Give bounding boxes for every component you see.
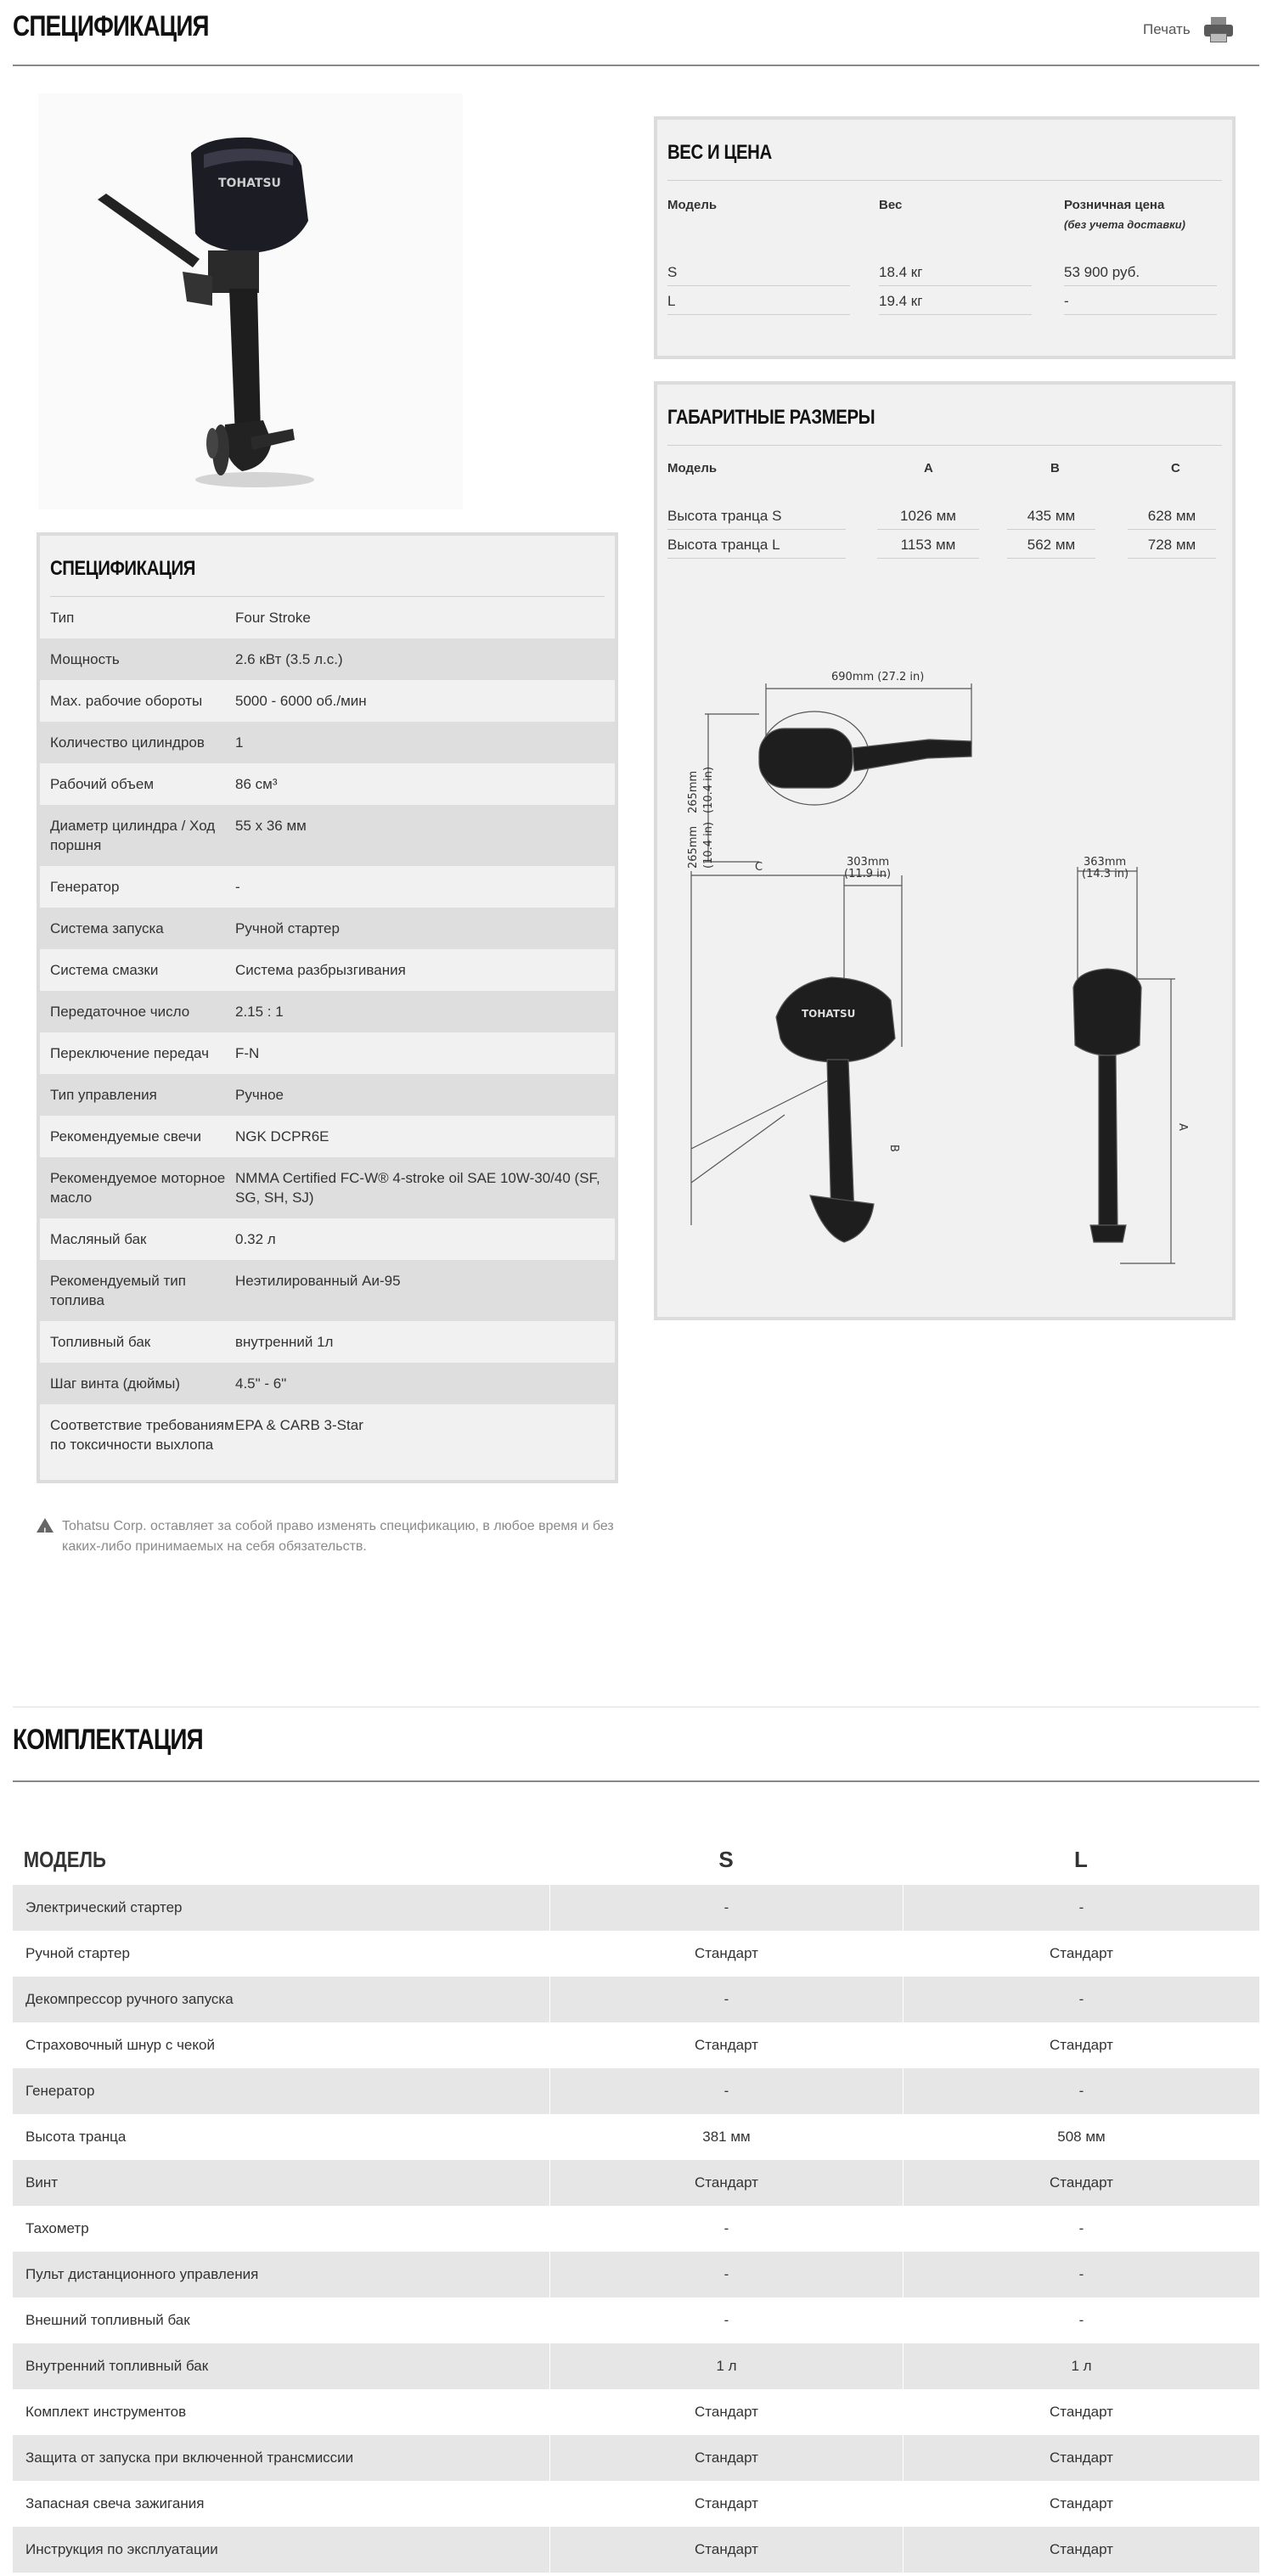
spec-row: [40, 1157, 615, 1218]
eq-value-s: Стандарт: [549, 2160, 903, 2206]
spec-value: 0.32 л: [235, 1231, 276, 1247]
spec-key: Тип: [50, 610, 75, 626]
eq-feature: Высота транца: [25, 2129, 127, 2145]
spec-row: [40, 1363, 615, 1404]
drawing-side-depth: 303mm: [847, 856, 890, 869]
drawing-label-b: B: [887, 1145, 900, 1152]
drawing-height-1: 265mm: [687, 770, 700, 813]
eq-feature: Тахометр: [25, 2220, 89, 2236]
spec-row: [40, 1404, 615, 1465]
spec-key: Генератор: [50, 879, 120, 895]
spec-value: EPA & CARB 3-Star: [235, 1417, 363, 1433]
drawing-height-2: 265mm: [687, 825, 700, 869]
wp-price: 53 900 руб.: [1064, 264, 1217, 286]
spec-key: Мах. рабочие обороты: [50, 693, 203, 709]
spec-row: [40, 1074, 615, 1116]
eq-value-s: Стандарт: [549, 2022, 903, 2068]
spec-value: F-N: [235, 1045, 260, 1061]
print-label: Печать: [1143, 21, 1191, 37]
svg-text:TOHATSU: TOHATSU: [218, 177, 281, 190]
equipment-row: [13, 2022, 1259, 2068]
spec-value: NGK DCPR6E: [235, 1128, 329, 1145]
dim-b: 562 мм: [1007, 537, 1095, 559]
eq-feature: Страховочный шнур с чекой: [25, 2037, 215, 2053]
equipment-row: [13, 2114, 1259, 2160]
spec-row: [40, 1032, 615, 1074]
drawing-height-2-in: (10.4 in): [702, 821, 715, 869]
eq-value-l: Стандарт: [903, 2389, 1259, 2435]
equipment-table: [13, 1834, 1259, 2573]
spec-value: 1: [235, 734, 244, 751]
dim-c: 628 мм: [1128, 508, 1216, 530]
drawing-side-depth-in: (11.9 in): [844, 868, 892, 880]
spec-value: -: [235, 879, 240, 895]
product-image: [38, 93, 463, 509]
equipment-row: [13, 2068, 1259, 2114]
spec-row: [40, 1116, 615, 1157]
spec-key: Рабочий объем: [50, 776, 155, 792]
spec-key: Тип управления: [50, 1087, 157, 1103]
wp-col-weight: Вес: [879, 198, 903, 212]
spec-key: Рекомендуемые свечи: [50, 1128, 202, 1145]
eq-value-s: -: [549, 2068, 903, 2114]
eq-feature: Запасная свеча зажигания: [25, 2495, 205, 2511]
eq-value-l: Стандарт: [903, 2527, 1259, 2573]
wp-col-price-note: (без учета доставки): [1064, 218, 1185, 231]
printer-icon[interactable]: [1204, 17, 1233, 42]
spec-row: [40, 763, 615, 805]
eq-value-s: -: [549, 1885, 903, 1931]
spec-row: [40, 722, 615, 763]
dim-model: Высота транца L: [667, 537, 846, 559]
eq-feature: Электрический стартер: [25, 1899, 183, 1915]
spec-key: Система запуска: [50, 920, 164, 936]
spec-value: 4.5" - 6": [235, 1375, 287, 1392]
eq-value-s: 381 мм: [549, 2114, 903, 2160]
wp-price: -: [1064, 293, 1217, 315]
eq-value-s: Стандарт: [549, 2435, 903, 2481]
spec-row: [40, 991, 615, 1032]
equipment-row: [13, 2343, 1259, 2389]
eq-feature: Защита от запуска при включенной трансмиссии: [25, 2449, 354, 2466]
spec-key: Система смазки: [50, 962, 159, 978]
equipment-header: [13, 1834, 1259, 1885]
eq-feature: Винт: [25, 2174, 59, 2191]
eq-col-model: МОДЕЛЬ: [23, 1846, 106, 1872]
eq-value-l: Стандарт: [903, 2481, 1259, 2527]
equipment-row: [13, 2435, 1259, 2481]
spec-value: 2.6 кВт (3.5 л.с.): [235, 651, 343, 667]
spec-value: Система разбрызгивания: [235, 962, 406, 978]
eq-feature: Комплект инструментов: [25, 2404, 187, 2420]
disclaimer-note: [37, 1516, 614, 1557]
spec-key: Топливный бак: [50, 1334, 151, 1350]
eq-value-l: -: [903, 2298, 1259, 2343]
spec-value: 5000 - 6000 об./мин: [235, 693, 367, 709]
eq-value-s: -: [549, 2252, 903, 2298]
spec-key: Шаг винта (дюймы): [50, 1375, 181, 1392]
eq-value-s: Стандарт: [549, 2527, 903, 2573]
spec-value: 86 см³: [235, 776, 278, 792]
equipment-row: [13, 1885, 1259, 1931]
spec-value: 2.15 : 1: [235, 1004, 284, 1020]
spec-value: Ручное: [235, 1087, 284, 1103]
spec-row: [40, 908, 615, 949]
spec-key: Переключение передач: [50, 1045, 209, 1061]
spec-key: Масляный бак: [50, 1231, 147, 1247]
page-title: СПЕЦИФИКАЦИЯ: [13, 10, 209, 42]
eq-feature: Внутренний топливный бак: [25, 2358, 209, 2374]
eq-value-l: -: [903, 1885, 1259, 1931]
print-button[interactable]: [1143, 17, 1233, 42]
spec-row: [40, 597, 615, 638]
dim-col-model: Модель: [667, 461, 718, 475]
weight-price-title: ВЕС И ЦЕНА: [667, 141, 772, 164]
eq-value-l: -: [903, 2206, 1259, 2252]
eq-feature: Внешний топливный бак: [25, 2312, 190, 2328]
spec-row: [40, 805, 615, 866]
eq-feature: Декомпрессор ручного запуска: [25, 1991, 234, 2007]
spec-key: Рекомендуемое моторное масло: [50, 1170, 226, 1206]
spec-row: [40, 949, 615, 991]
eq-value-s: 1 л: [549, 2343, 903, 2389]
eq-col-s: S: [718, 1846, 734, 1872]
eq-value-s: Стандарт: [549, 2481, 903, 2527]
spec-value: NMMA Certified FC-W® 4-stroke oil SAE 10W-30/40 (SF, SG, SH, SJ): [235, 1170, 600, 1206]
eq-value-l: -: [903, 1977, 1259, 2022]
dimension-drawing: [674, 639, 1218, 1285]
drawing-label-a: A: [1176, 1123, 1189, 1131]
eq-feature: Генератор: [25, 2083, 95, 2099]
drawing-front-width-in: (14.3 in): [1082, 868, 1129, 880]
spec-key: Передаточное число: [50, 1004, 190, 1020]
eq-value-s: Стандарт: [549, 2389, 903, 2435]
disclaimer-text: Tohatsu Corp. оставляет за собой право изменять спецификацию, в любое время и без каких-либо принимаемых на себя обязательств.: [62, 1519, 614, 1554]
wp-col-price: Розничная цена: [1064, 198, 1165, 212]
eq-value-l: Стандарт: [903, 2160, 1259, 2206]
drawing-label-c: C: [755, 861, 763, 874]
dimensions-title: ГАБАРИТНЫЕ РАЗМЕРЫ: [667, 406, 875, 429]
wp-weight: 18.4 кг: [879, 264, 1032, 286]
eq-feature: Ручной стартер: [25, 1945, 130, 1961]
eq-value-s: -: [549, 2298, 903, 2343]
eq-value-l: Стандарт: [903, 2022, 1259, 2068]
dim-model: Высота транца S: [667, 508, 846, 530]
header-divider: [13, 65, 1259, 66]
equipment-row: [13, 1977, 1259, 2022]
eq-value-l: 508 мм: [903, 2114, 1259, 2160]
drawing-height-1-in: (10.4 in): [702, 766, 715, 813]
equipment-row: [13, 2298, 1259, 2343]
eq-value-s: -: [549, 1977, 903, 2022]
equipment-row: [13, 2252, 1259, 2298]
eq-value-l: -: [903, 2252, 1259, 2298]
equipment-row: [13, 2160, 1259, 2206]
dim-col-a: A: [924, 461, 933, 475]
dim-col-b: B: [1050, 461, 1060, 475]
eq-col-l: L: [1074, 1846, 1088, 1872]
eq-value-s: -: [549, 2206, 903, 2252]
dim-a: 1153 мм: [877, 537, 979, 559]
equipment-divider: [13, 1780, 1259, 1782]
eq-value-l: Стандарт: [903, 1931, 1259, 1977]
equipment-row: [13, 2389, 1259, 2435]
equipment-row: [13, 2206, 1259, 2252]
spec-key: Диаметр цилиндра / Ход поршня: [50, 818, 216, 853]
spec-row: [40, 638, 615, 680]
wp-model: L: [667, 293, 850, 315]
equipment-row: [13, 2527, 1259, 2573]
weight-price-panel: [654, 116, 1236, 359]
eq-value-l: -: [903, 2068, 1259, 2114]
equipment-row: [13, 1931, 1259, 1977]
spec-value: Неэтилированный Аи-95: [235, 1273, 401, 1289]
wp-weight: 19.4 кг: [879, 293, 1032, 315]
spec-value: 55 x 36 мм: [235, 818, 307, 834]
eq-value-s: Стандарт: [549, 1931, 903, 1977]
dim-b: 435 мм: [1007, 508, 1095, 530]
spec-key: Соответствие требованиям по токсичности выхлопа: [50, 1417, 234, 1453]
spec-row: [40, 1218, 615, 1260]
dim-a: 1026 мм: [877, 508, 979, 530]
equipment-title: КОМПЛЕКТАЦИЯ: [13, 1724, 203, 1756]
drawing-top-width: 690mm (27.2 in): [831, 671, 925, 683]
warning-icon: !: [37, 1518, 53, 1533]
eq-value-l: Стандарт: [903, 2435, 1259, 2481]
spec-title: СПЕЦИФИКАЦИЯ: [50, 557, 195, 580]
equipment-row: [13, 2481, 1259, 2527]
eq-value-l: 1 л: [903, 2343, 1259, 2389]
spec-key: Количество цилиндров: [50, 734, 205, 751]
spec-row: [40, 866, 615, 908]
wp-model: S: [667, 264, 850, 286]
spec-key: Рекомендуемый тип топлива: [50, 1273, 186, 1308]
spec-panel: [37, 532, 618, 1483]
dim-c: 728 мм: [1128, 537, 1216, 559]
drawing-front-width: 363mm: [1084, 856, 1127, 869]
spec-row: [40, 680, 615, 722]
spec-row: [40, 1321, 615, 1363]
spec-value: Ручной стартер: [235, 920, 340, 936]
spec-value: внутренний 1л: [235, 1334, 334, 1350]
dim-col-c: C: [1171, 461, 1180, 475]
spec-value: Four Stroke: [235, 610, 311, 626]
dimensions-panel: [654, 381, 1236, 1320]
spec-row: [40, 1260, 615, 1321]
eq-feature: Инструкция по эксплуатации: [25, 2541, 218, 2557]
drawing-brand: TOHATSU: [802, 1008, 856, 1020]
spec-key: Мощность: [50, 651, 120, 667]
spec-table: [40, 597, 615, 1465]
eq-feature: Пульт дистанционного управления: [25, 2266, 259, 2282]
wp-col-model: Модель: [667, 198, 718, 212]
